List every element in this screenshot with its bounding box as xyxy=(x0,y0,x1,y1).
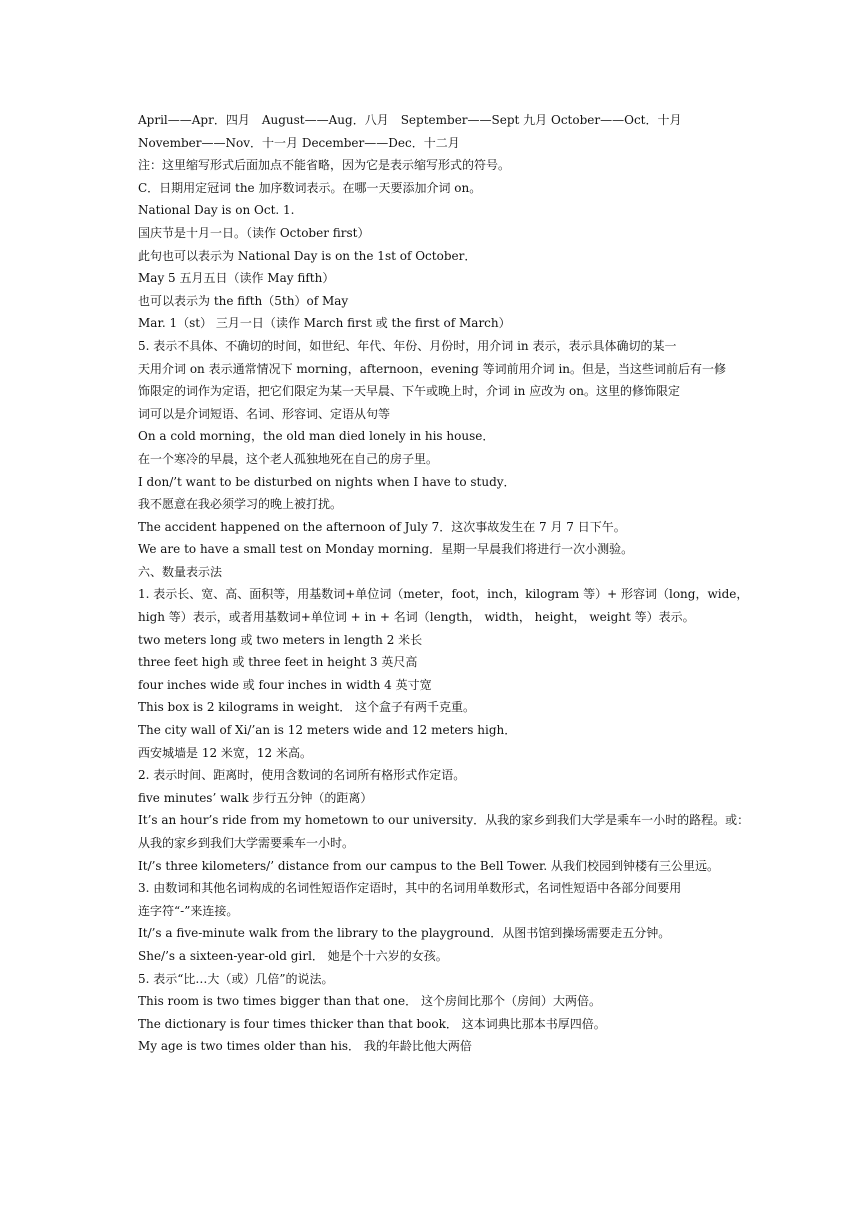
text-line: 此句也可以表示为 National Day is on the 1st of October． xyxy=(138,248,477,263)
text-line: 词可以是介词短语、名词、形容词、定语从句等 xyxy=(138,406,391,421)
text-line: 3. 由数词和其他名词构成的名词性短语作定语时，其中的名词用单数形式，名词性短语中各部分间要用 xyxy=(138,881,682,896)
text-line: We are to have a small test on Monday morning．星期一早晨我们将进行一次小测验。 xyxy=(138,542,634,557)
text-line: 我不愿意在我必须学习的晚上被打扰。 xyxy=(138,497,343,512)
text-line: 西安城墙是 12 米宽，12 米高。 xyxy=(138,745,312,760)
text-line: It/’s a five-minute walk from the library to the playground．从图书馆到操场需要走五分钟。 xyxy=(138,926,671,941)
text-line: 2. 表示时间、距离时，使用含数词的名词所有格形式作定语。 xyxy=(138,768,466,783)
text-line: three feet high 或 three feet in height 3 英尺高 xyxy=(138,655,418,670)
text-line: This box is 2 kilograms in weight． 这个盒子有两千克重。 xyxy=(138,700,476,715)
text-line: National Day is on Oct. 1. xyxy=(138,203,295,218)
text-line: 天用介词 on 表示通常情况下 morning，afternoon，evening 等词前用介词 in。但是，当这些词前后有一修 xyxy=(138,361,727,376)
text-line: I don/’t want to be disturbed on nights when I have to study． xyxy=(138,474,516,489)
text-line: On a cold morning，the old man died lonely in his house． xyxy=(138,429,495,444)
text-line: The dictionary is four times thicker than that book． 这本词典比那本书厚四倍。 xyxy=(138,1016,606,1031)
text-line: 连字符“-”来连接。 xyxy=(138,903,239,918)
text-line: 在一个寒冷的早晨，这个老人孤独地死在自己的房子里。 xyxy=(138,451,439,466)
text-line: The city wall of Xi/’an is 12 meters wide and 12 meters high． xyxy=(138,723,517,738)
text-line: 从我的家乡到我们大学需要乘车一小时。 xyxy=(138,836,355,850)
text-line: 也可以表示为 the fifth（5th）of May xyxy=(138,293,349,308)
text-line: 1. 表示长、宽、高、面积等，用基数词+单位词（meter，foot，inch，kilogram 等）+ 形容词（long，wide， xyxy=(138,587,749,602)
section-heading: 六、数量表示法 xyxy=(138,564,223,579)
text-line: November——Nov．十一月 December——Dec．十二月 xyxy=(138,135,460,150)
text-line: 5. 表示不具体、不确切的时间，如世纪、年代、年份、月份时，用介词 in 表示，表示具体确切的某一 xyxy=(138,338,677,353)
text-line: 5. 表示“比…大（或）几倍”的说法。 xyxy=(138,971,334,986)
text-line: C．日期用定冠词 the 加序数词表示。在哪一天要添加介词 on。 xyxy=(138,180,482,195)
text-line: high 等）表示，或者用基数词+单位词 + in + 名词（length， width， height， weight 等）表示。 xyxy=(138,610,695,625)
text-line: She/’s a sixteen-year-old girl． 她是个十六岁的女孩。 xyxy=(138,948,448,963)
text-line: two meters long 或 two meters in length 2 米长 xyxy=(138,632,423,647)
text-line: May 5 五月五日（读作 May fifth） xyxy=(138,271,335,286)
text-line: April——Apr．四月 August——Aug．八月 September——Sept 九月 October——Oct．十月 xyxy=(138,113,682,127)
text-line: four inches wide 或 four inches in width 4 英寸宽 xyxy=(138,677,432,692)
text-line: 注：这里缩写形式后面加点不能省略，因为它是表示缩写形式的符号。 xyxy=(138,158,511,173)
text-line: five minutes’ walk 步行五分钟（的距离） xyxy=(138,790,373,805)
text-line: 国庆节是十月一日。（读作 October first） xyxy=(138,225,370,240)
text-line: It’s an hour’s ride from my hometown to our university．从我的家乡到我们大学是乘车一小时的路程。或： xyxy=(138,813,750,828)
text-line: My age is two times older than his． 我的年龄比他大两倍 xyxy=(138,1039,472,1054)
text-line: It/’s three kilometers/’ distance from our campus to the Bell Tower. 从我们校园到钟楼有三公里远。 xyxy=(138,858,720,873)
text-line: The accident happened on the afternoon of July 7．这次事故发生在 7 月 7 日下午。 xyxy=(138,519,626,534)
text-line: Mar. 1（st） 三月一日（读作 March first 或 the first of March） xyxy=(138,316,511,331)
text-line: 饰限定的词作为定语，把它们限定为某一天早晨、下午或晚上时，介词 in 应改为 on。这里的修饰限定 xyxy=(138,384,680,399)
document-body xyxy=(138,109,750,1058)
text-line: This room is two times bigger than that one． 这个房间比那个（房间）大两倍。 xyxy=(138,994,601,1009)
